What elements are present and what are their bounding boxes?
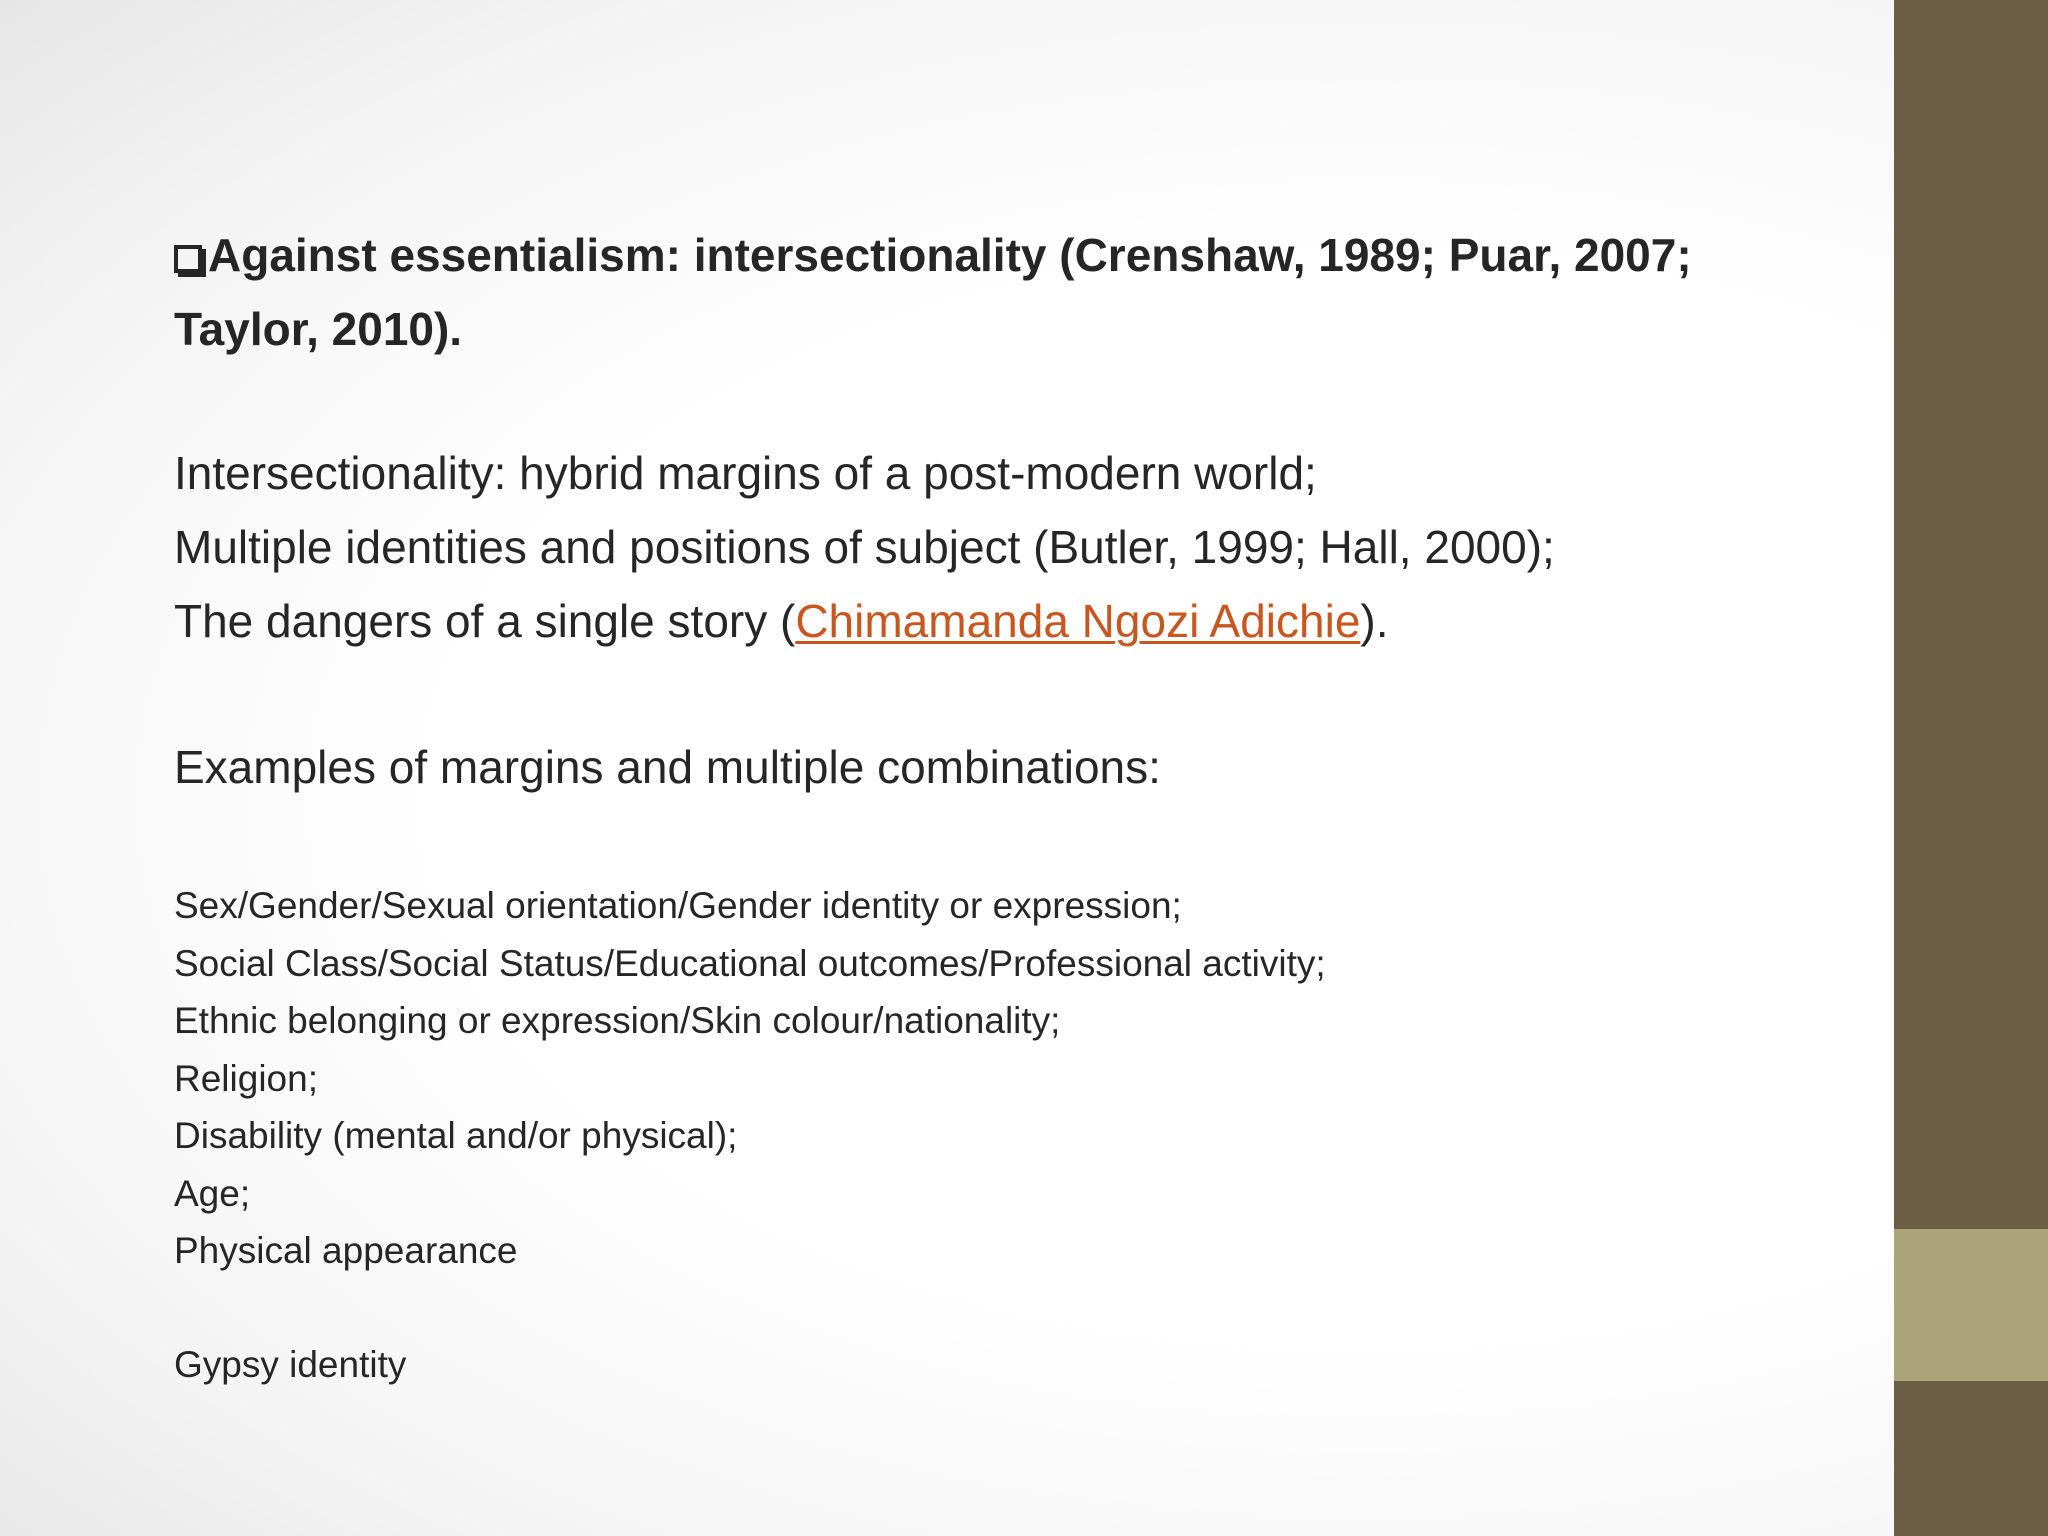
list-item: Age; <box>174 1172 251 1214</box>
list-item: Physical appearance <box>174 1230 518 1271</box>
examples-list <box>174 877 1326 1280</box>
list-item: Social Class/Social Status/Educational outcomes/Professional activity; <box>174 942 1326 984</box>
adichie-link[interactable]: Chimamanda Ngozi Adichie <box>795 595 1361 647</box>
heading-line-2: Taylor, 2010). <box>174 303 463 355</box>
gypsy-identity-item: Gypsy identity <box>174 1344 407 1385</box>
point-single-story <box>174 584 1874 658</box>
list-item: Ethnic belonging or expression/Skin colour/nationality; <box>174 1000 1061 1041</box>
hollow-square-bullet-icon <box>174 245 202 273</box>
list-item: Disability (mental and/or physical); <box>174 1115 738 1156</box>
decorative-sidebar <box>1894 0 2048 1536</box>
point-single-story-text: The dangers of a single story ( <box>174 595 796 647</box>
key-points <box>174 436 1874 658</box>
sidebar-dark-block-bottom <box>1894 1381 2048 1536</box>
slide-content <box>174 0 1894 1536</box>
heading-line-1: Against essentialism: intersectionality (Crenshaw, 1989; Puar, 2007; <box>208 229 1692 281</box>
slide-heading <box>174 218 1874 366</box>
point-multiple-identities: Multiple identities and positions of subject (Butler, 1999; Hall, 2000); <box>174 521 1555 573</box>
examples-title: Examples of margins and multiple combinations: <box>174 741 1161 793</box>
list-item: Religion; <box>174 1057 318 1099</box>
sidebar-accent-block <box>1894 1229 2048 1381</box>
list-item: Sex/Gender/Sexual orientation/Gender identity or expression; <box>174 885 1182 926</box>
sidebar-dark-block-top <box>1894 0 2048 1229</box>
point-intersectionality: Intersectionality: hybrid margins of a post-modern world; <box>174 447 1317 499</box>
point-single-story-end: ). <box>1360 595 1389 647</box>
